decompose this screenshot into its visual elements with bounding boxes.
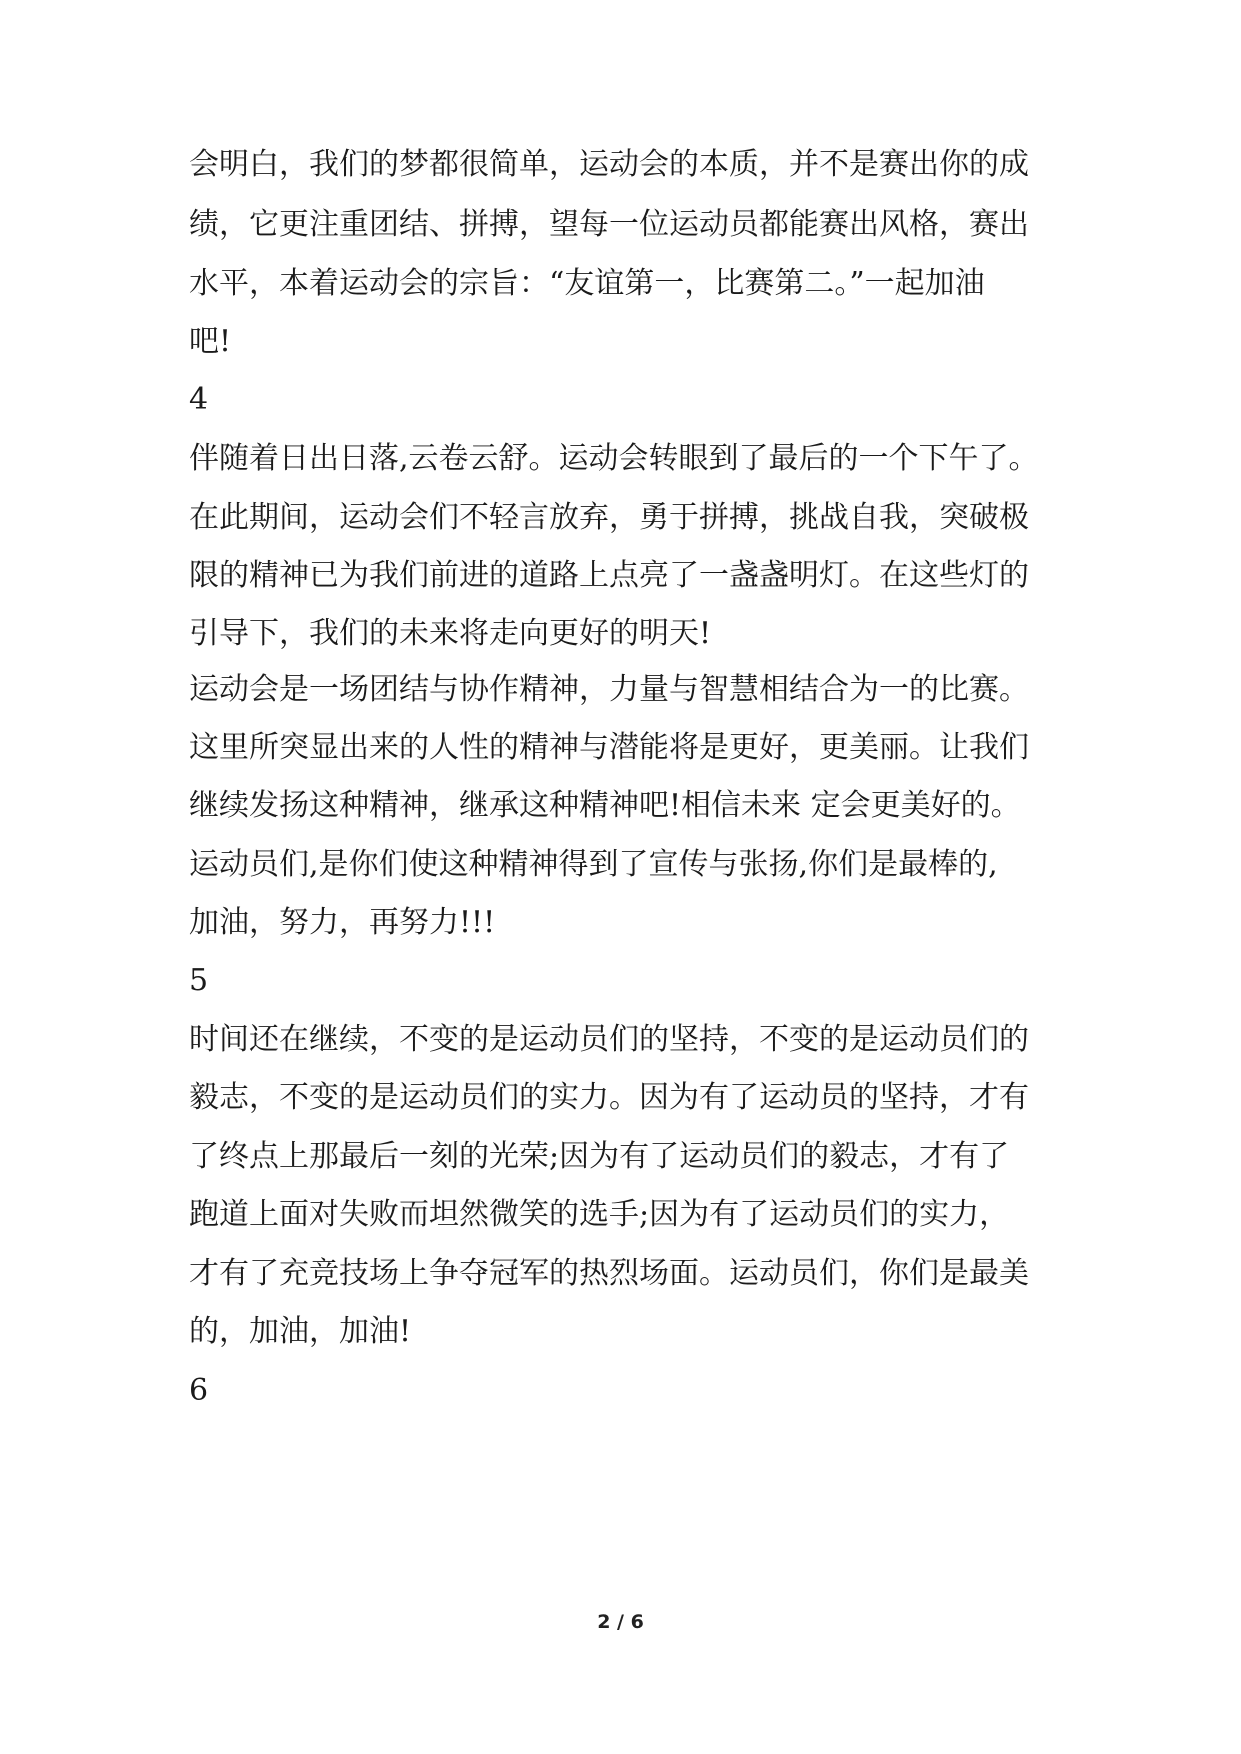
- text-line: 限的精神已为我们前进的道路上点亮了一盏盏明灯。在这些灯的: [189, 558, 1029, 593]
- section-number: 6: [189, 1373, 209, 1408]
- text-line: 会明白，我们的梦都很简单，运动会的本质，并不是赛出你的成: [189, 147, 1029, 182]
- section-number: 5: [189, 963, 209, 998]
- text-line: 水平，本着运动会的宗旨：“友谊第一，比赛第二。”一起加油: [189, 266, 985, 301]
- text-line: 毅志，不变的是运动员们的实力。因为有了运动员的坚持，才有: [189, 1080, 1029, 1115]
- text-line: 的，加油，加油!: [189, 1314, 412, 1349]
- text-line: 伴随着日出日落,云卷云舒。运动会转眼到了最后的一个下午了。: [189, 441, 1039, 476]
- text-line: 绩，它更注重团结、拼搏，望每一位运动员都能赛出风格，赛出: [189, 207, 1029, 242]
- section-number: 4: [189, 382, 209, 417]
- text-line: 才有了充竞技场上争夺冠军的热烈场面。运动员们，你们是最美: [189, 1256, 1029, 1291]
- text-line: 加油，努力，再努力!!!: [189, 905, 496, 940]
- text-line: 这里所突显出来的人性的精神与潜能将是更好，更美丽。让我们: [189, 730, 1029, 765]
- text-line: 引导下，我们的未来将走向更好的明天!: [189, 616, 712, 651]
- text-line: 运动员们,是你们使这种精神得到了宣传与张扬,你们是最棒的,: [189, 847, 998, 882]
- text-line: 吧!: [189, 324, 232, 359]
- page-number: 2 / 6: [597, 1611, 644, 1633]
- text-line: 继续发扬这种精神，继承这种精神吧!相信未来 定会更美好的。: [189, 788, 1021, 823]
- text-line: 跑道上面对失败而坦然微笑的选手;因为有了运动员们的实力，: [189, 1197, 1010, 1232]
- text-line: 了终点上那最后一刻的光荣;因为有了运动员们的毅志，才有了: [189, 1139, 1010, 1174]
- text-line: 时间还在继续，不变的是运动员们的坚持，不变的是运动员们的: [189, 1022, 1029, 1057]
- text-line: 在此期间，运动会们不轻言放弃，勇于拼搏，挑战自我，突破极: [189, 500, 1029, 535]
- text-line: 运动会是一场团结与协作精神，力量与智慧相结合为一的比赛。: [189, 672, 1029, 707]
